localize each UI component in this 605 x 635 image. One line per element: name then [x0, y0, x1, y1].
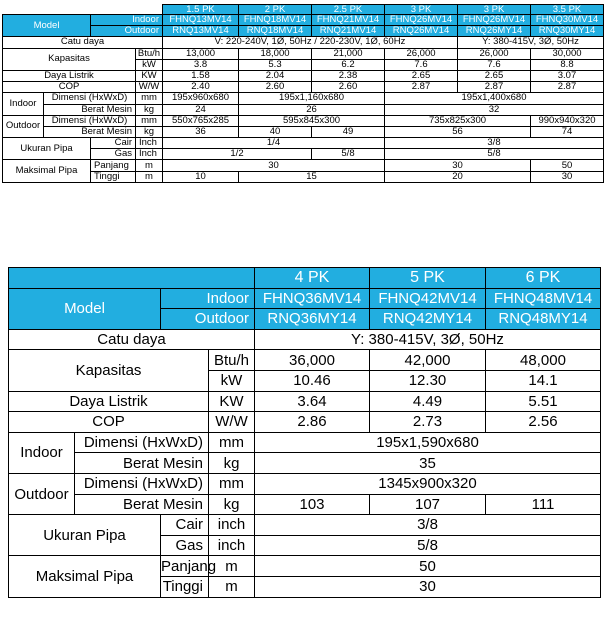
indoor-dimension-row [3, 93, 604, 104]
outdoor-weight-value: 111 [486, 494, 601, 515]
outdoor-model: RNQ18MV14 [239, 26, 312, 37]
outdoor-weight-value: 103 [255, 494, 370, 515]
power-input-value: 2.04 [239, 70, 312, 81]
power-input-value: 2.65 [458, 70, 531, 81]
liquid-pipe-value: 3/8 [255, 515, 601, 536]
dimension-label: Dimensi (HxWxD) [75, 473, 209, 494]
unit-label: mm [136, 115, 163, 126]
indoor-model-row [3, 15, 604, 26]
cop-value: 2.56 [486, 412, 601, 433]
unit-label: Btu/h [136, 48, 163, 59]
cop-value: 2.73 [370, 412, 486, 433]
outdoor-section-label: Outdoor [3, 115, 44, 137]
indoor-weight-row [9, 453, 601, 474]
liquid-pipe-value: 1/4 [163, 138, 385, 149]
length-label: Panjang [161, 557, 217, 575]
indoor-model: FHNQ21MV14 [312, 15, 385, 26]
outdoor-weight-value: 49 [312, 126, 385, 137]
unit-label: W/W [209, 412, 255, 433]
pipe-height-value: 10 [163, 171, 239, 182]
pk-label: 2.5 PK [312, 5, 385, 15]
outdoor-model: RNQ26MY14 [458, 26, 531, 37]
power-supply-label: Catu daya [3, 37, 163, 48]
unit-label: mm [209, 432, 255, 453]
power-input-value: 3.64 [255, 391, 370, 412]
cop-row [3, 82, 604, 93]
pk-label: 3 PK [385, 5, 458, 15]
dimension-label: Dimensi (HxWxD) [75, 432, 209, 453]
capacity-btuh-value: 26,000 [458, 48, 531, 59]
gas-pipe-value: 5/8 [312, 149, 385, 160]
unit-label: m [136, 160, 163, 171]
outdoor-weight-value: 40 [239, 126, 312, 137]
power-supply-row [3, 37, 604, 48]
unit-label: kg [209, 494, 255, 515]
unit-label: m [209, 576, 255, 597]
indoor-model: FHNQ42MV14 [370, 288, 486, 309]
capacity-kw-value: 3.8 [163, 59, 239, 70]
unit-label: mm [209, 473, 255, 494]
capacity-btuh-value: 30,000 [531, 48, 604, 59]
outdoor-model: RNQ36MY14 [255, 309, 370, 330]
capacity-label: Kapasitas [3, 48, 136, 70]
pk-label: 1.5 PK [163, 5, 239, 15]
outdoor-label: Outdoor [91, 26, 163, 37]
power-supply-value: V: 220-240V, 1Ø, 50Hz / 220-230V, 1Ø, 60Hz [163, 37, 458, 48]
pk-label: 3.5 PK [531, 5, 604, 15]
outdoor-weight-value: 107 [370, 494, 486, 515]
weight-label: Berat Mesin [75, 453, 209, 474]
unit-label: m [209, 556, 255, 577]
outdoor-model-row [3, 26, 604, 37]
outdoor-dimension-value: 990x940x320 [531, 115, 604, 126]
blank-corner [3, 5, 163, 15]
cop-value: 2.60 [239, 82, 312, 93]
spec-table-small [2, 4, 604, 183]
cop-value: 2.60 [312, 82, 385, 93]
capacity-kw-value: 6.2 [312, 59, 385, 70]
indoor-weight-row [3, 104, 604, 115]
indoor-section-label: Indoor [9, 432, 75, 473]
model-label: Model [9, 288, 161, 329]
height-label: Tinggi [91, 171, 136, 182]
indoor-dimension-value: 195x1,400x680 [385, 93, 604, 104]
indoor-model: FHNQ18MV14 [239, 15, 312, 26]
power-supply-value: Y: 380-415V, 3Ø, 50Hz [255, 329, 601, 350]
length-label: Panjang [91, 160, 136, 171]
capacity-btuh-value: 48,000 [486, 350, 601, 371]
outdoor-section-label: Outdoor [9, 473, 75, 514]
unit-label: inch [209, 535, 255, 556]
pipe-height-value: 30 [255, 576, 601, 597]
pipe-length-value: 30 [385, 160, 531, 171]
unit-label: m [136, 171, 163, 182]
pipe-length-row [3, 160, 604, 171]
pk-header-row [9, 268, 601, 289]
pipe-height-value: 30 [531, 171, 604, 182]
outdoor-weight-value: 36 [163, 126, 239, 137]
pipe-length-value: 30 [163, 160, 385, 171]
unit-label: inch [209, 515, 255, 536]
capacity-label: Kapasitas [9, 350, 209, 391]
unit-label: kW [136, 59, 163, 70]
outdoor-weight-row [3, 126, 604, 137]
pipe-length-value: 50 [531, 160, 604, 171]
pipe-height-value: 15 [239, 171, 385, 182]
max-pipe-label: Maksimal Pipa [3, 160, 91, 182]
outdoor-dimension-row [3, 115, 604, 126]
capacity-btuh-row [9, 350, 601, 371]
height-label: Tinggi [161, 576, 209, 597]
power-input-row [3, 70, 604, 81]
indoor-model: FHNQ30MV14 [531, 15, 604, 26]
outdoor-model: RNQ13MV14 [163, 26, 239, 37]
capacity-kw-value: 10.46 [255, 370, 370, 391]
cop-value: 2.86 [255, 412, 370, 433]
indoor-model: FHNQ36MV14 [255, 288, 370, 309]
outdoor-weight-value: 56 [385, 126, 531, 137]
capacity-kw-value: 14.1 [486, 370, 601, 391]
indoor-dimension-row [9, 432, 601, 453]
gas-label: Gas [91, 149, 136, 160]
indoor-weight-value: 35 [255, 453, 601, 474]
indoor-model: FHNQ13MV14 [163, 15, 239, 26]
power-supply-label: Catu daya [9, 329, 255, 350]
pipe-liquid-row [3, 138, 604, 149]
max-pipe-label: Maksimal Pipa [9, 556, 161, 597]
cop-value: 2.87 [458, 82, 531, 93]
liquid-label: Cair [161, 515, 209, 536]
unit-label: kg [136, 126, 163, 137]
unit-label: Btu/h [209, 350, 255, 371]
outdoor-model: RNQ26MV14 [385, 26, 458, 37]
blank-corner [9, 268, 255, 289]
power-input-label: Daya Listrik [3, 70, 136, 81]
capacity-kw-value: 7.6 [458, 59, 531, 70]
pk-label: 3 PK [458, 5, 531, 15]
power-input-row [9, 391, 601, 412]
capacity-btuh-value: 42,000 [370, 350, 486, 371]
unit-label: Inch [136, 138, 163, 149]
indoor-weight-value: 24 [163, 104, 239, 115]
indoor-dimension-value: 195x1,160x680 [239, 93, 385, 104]
pipe-length-row [9, 556, 601, 577]
outdoor-dimension-value: 1345x900x320 [255, 473, 601, 494]
indoor-label: Indoor [91, 15, 163, 26]
indoor-model: FHNQ26MV14 [385, 15, 458, 26]
indoor-dimension-value: 195x960x680 [163, 93, 239, 104]
indoor-dimension-value: 195x1,590x680 [255, 432, 601, 453]
outdoor-dimension-row [9, 473, 601, 494]
capacity-kw-value: 12.30 [370, 370, 486, 391]
indoor-label: Indoor [161, 288, 255, 309]
unit-label: KW [209, 391, 255, 412]
outdoor-model: RNQ21MV14 [312, 26, 385, 37]
indoor-section-label: Indoor [3, 93, 44, 115]
indoor-model: FHNQ26MV14 [458, 15, 531, 26]
gas-label: Gas [161, 535, 209, 556]
power-input-value: 4.49 [370, 391, 486, 412]
cop-value: 2.87 [385, 82, 458, 93]
power-input-value: 5.51 [486, 391, 601, 412]
power-input-value: 2.65 [385, 70, 458, 81]
capacity-kw-value: 8.8 [531, 59, 604, 70]
power-input-value: 2.38 [312, 70, 385, 81]
unit-label: KW [136, 70, 163, 81]
capacity-kw-value: 5.3 [239, 59, 312, 70]
pipe-gas-row [3, 149, 604, 160]
outdoor-label: Outdoor [161, 309, 255, 330]
pipe-length-value: 50 [255, 556, 601, 577]
capacity-btuh-value: 36,000 [255, 350, 370, 371]
outdoor-dimension-value: 735x825x300 [385, 115, 531, 126]
gas-pipe-value: 5/8 [255, 535, 601, 556]
outdoor-model: RNQ30MY14 [531, 26, 604, 37]
cop-label: COP [9, 412, 209, 433]
gas-pipe-value: 5/8 [385, 149, 604, 160]
pk-label: 5 PK [370, 268, 486, 289]
weight-label: Berat Mesin [75, 494, 209, 515]
unit-label: kW [209, 370, 255, 391]
pk-label: 6 PK [486, 268, 601, 289]
capacity-kw-value: 7.6 [385, 59, 458, 70]
weight-label: Berat Mesin [44, 126, 136, 137]
capacity-btuh-value: 26,000 [385, 48, 458, 59]
spec-table-large [8, 267, 601, 598]
cop-value: 2.40 [163, 82, 239, 93]
pipe-size-label: Ukuran Pipa [9, 515, 161, 556]
capacity-btuh-value: 13,000 [163, 48, 239, 59]
outdoor-model: RNQ48MY14 [486, 309, 601, 330]
capacity-btuh-value: 18,000 [239, 48, 312, 59]
cop-value: 2.87 [531, 82, 604, 93]
capacity-btuh-value: 21,000 [312, 48, 385, 59]
unit-label: W/W [136, 82, 163, 93]
capacity-btuh-row [3, 48, 604, 59]
cop-row [9, 412, 601, 433]
power-input-value: 1.58 [163, 70, 239, 81]
outdoor-model: RNQ42MY14 [370, 309, 486, 330]
weight-label: Berat Mesin [44, 104, 136, 115]
power-input-value: 3.07 [531, 70, 604, 81]
indoor-model-row [9, 288, 601, 309]
pipe-height-row [3, 171, 604, 182]
indoor-weight-value: 32 [385, 104, 604, 115]
power-supply-value: Y: 380-415V, 3Ø, 50Hz [458, 37, 604, 48]
liquid-pipe-value: 3/8 [385, 138, 604, 149]
pk-header-row [3, 5, 604, 15]
pk-label: 4 PK [255, 268, 370, 289]
outdoor-weight-row [9, 494, 601, 515]
outdoor-dimension-value: 550x765x285 [163, 115, 239, 126]
outdoor-dimension-value: 595x845x300 [239, 115, 385, 126]
indoor-model: FHNQ48MV14 [486, 288, 601, 309]
unit-label: kg [209, 453, 255, 474]
gas-pipe-value: 1/2 [163, 149, 312, 160]
unit-label: Inch [136, 149, 163, 160]
dimension-label: Dimensi (HxWxD) [44, 93, 136, 104]
liquid-label: Cair [91, 138, 136, 149]
indoor-weight-value: 26 [239, 104, 385, 115]
pipe-liquid-row [9, 515, 601, 536]
dimension-label: Dimensi (HxWxD) [44, 115, 136, 126]
model-label: Model [3, 15, 91, 37]
cop-label: COP [3, 82, 136, 93]
unit-label: mm [136, 93, 163, 104]
pipe-height-value: 20 [385, 171, 531, 182]
power-input-label: Daya Listrik [9, 391, 209, 412]
unit-label: kg [136, 104, 163, 115]
power-supply-row [9, 329, 601, 350]
pipe-size-label: Ukuran Pipa [3, 138, 91, 160]
pk-label: 2 PK [239, 5, 312, 15]
outdoor-weight-value: 74 [531, 126, 604, 137]
